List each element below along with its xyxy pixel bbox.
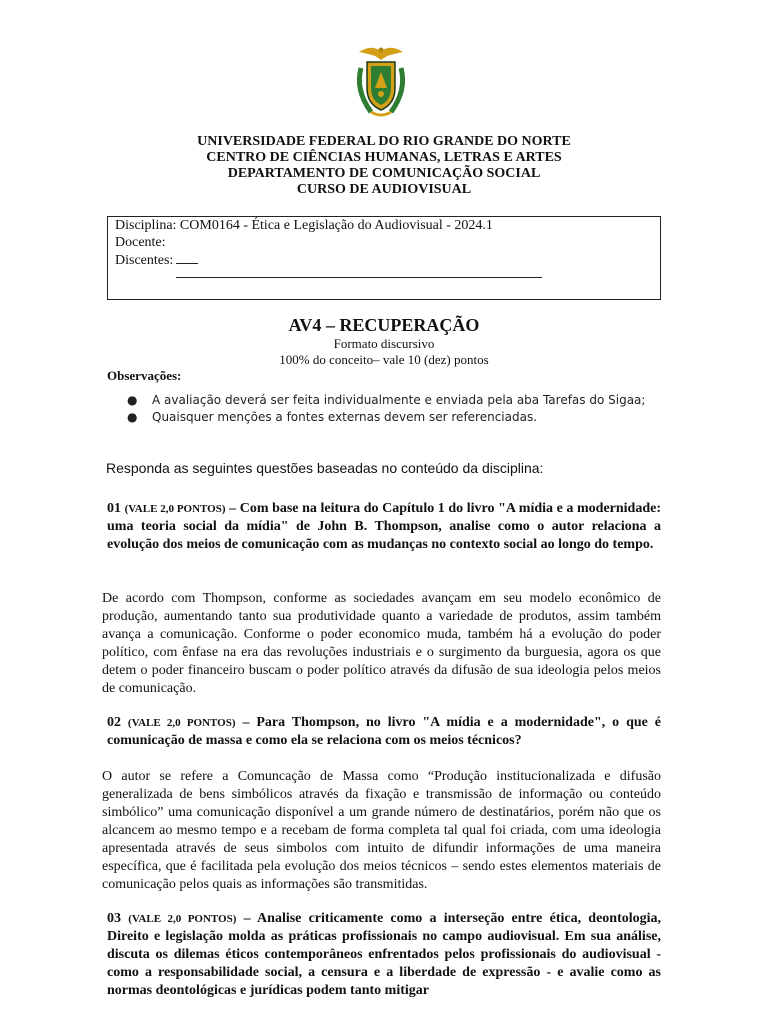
- question-value: (VALE 2,0 PONTOS): [127, 717, 236, 729]
- students-blank-line: [176, 251, 198, 264]
- question-text: – Para Thompson, no livro "A mídia e a modernidade", o que é comunicação de massa e como ela se relaciona com os meios técnicos?: [107, 715, 661, 748]
- center-name: CENTRO DE CIÊNCIAS HUMANAS, LETRAS E ARTES: [206, 150, 562, 165]
- course-name: CURSO DE AUDIOVISUAL: [296, 182, 472, 197]
- students-label: Discentes:: [115, 253, 174, 268]
- question-value: (VALE 2,0 PONTOS): [124, 503, 226, 515]
- assessment-format: Formato discursivo: [333, 336, 435, 351]
- question-number: 01: [107, 501, 121, 516]
- university-name: UNIVERSIDADE FEDERAL DO RIO GRANDE DO NORTE: [197, 134, 571, 149]
- assessment-worth: 100% do conceito– vale 10 (dez) pontos: [279, 352, 489, 367]
- bullet-icon: ●: [127, 393, 138, 407]
- assessment-title: AV4 – RECUPERAÇÃO: [288, 315, 480, 335]
- list-item: [127, 392, 645, 409]
- teacher-label: Docente:: [115, 235, 166, 250]
- observation-text: A avaliação deverá ser feita individualmente e enviada pela aba Tarefas do Sigaa;: [152, 393, 646, 407]
- assessment-title-block: [0, 314, 768, 368]
- question-value: (VALE 2,0 PONTOS): [128, 913, 237, 925]
- question-number: 03: [107, 911, 121, 926]
- university-crest-icon: [349, 42, 413, 120]
- observations-label: Observações:: [107, 368, 182, 383]
- question-03: [107, 910, 661, 1000]
- institution-header: [0, 134, 768, 198]
- observation-text: Quaisquer menções a fontes externas devem ser referenciadas.: [152, 410, 538, 424]
- question-02: [107, 714, 661, 750]
- students-answer-line: [176, 277, 542, 278]
- question-number: 02: [107, 715, 121, 730]
- question-text: – Analise criticamente como a interseção entre ética, deontologia, Direito e legislação molda as práticas profissionais no campo audiovisual. Em sua análise, discuta os dilemas éticos contemporâneos enfrentados pelos profissionais do audiovisual - como a responsabilidade social, a censura e a liberdade de expressão - e avalie como as normas deontológicas e jurídicas podem tanto mitigar: [107, 911, 662, 998]
- students-row: [115, 251, 198, 269]
- discipline-line: Disciplina: COM0164 - Ética e Legislação do Audiovisual - 2024.1: [115, 218, 493, 233]
- discipline-info-box: [107, 216, 661, 300]
- department-name: DEPARTAMENTO DE COMUNICAÇÃO SOCIAL: [227, 166, 541, 181]
- question-01: [107, 500, 661, 554]
- answer-02: O autor se refere a Comuncação de Massa como “Produção institucionalizada e difusão generalizada de bens simbólicos através da fixação e transmissão de informação ou conteúdo simbólico” uma comunicação disponível a um grande número de destinatários, porém não que os alcancem ao mesmo tempo e a recebam de forma completa tal qual foi criada, com uma ideologia apresentada através de seus simbolos com intuito de difundir informações de uma maneira específica, que é facilitada pela evolução dos meios técnicos – sendo estes elementos materiais de comunicação pelos quais as informações são transmitidas.: [102, 769, 661, 892]
- observations-list: [127, 392, 645, 426]
- question-text: – Com base na leitura do Capítulo 1 do livro "A mídia e a modernidade: uma teoria social da mídia" de John B. Thompson, analise como o autor relaciona a evolução dos meios de comunicação com as mudanças no contexto social ao longo do tempo.: [107, 501, 662, 552]
- instruction-text: Responda as seguintes questões baseadas no conteúdo da disciplina:: [106, 460, 544, 476]
- list-item: [127, 409, 645, 426]
- answer-01: De acordo com Thompson, conforme as sociedades avançam em seu modelo econômico de produção, aumentando tanto sua produtividade quanto a variedade de produtos, assim também avança a comunicação. Conforme o poder economico muda, também há a evolução do poder político, com ênfase na era das revoluções industriais e o surgimento da burguesia, agora os que detem o poder financeiro buscam o poder político através da difusão de sua ideologia pelos meios de comunicação.: [102, 591, 661, 696]
- bullet-icon: ●: [127, 410, 138, 424]
